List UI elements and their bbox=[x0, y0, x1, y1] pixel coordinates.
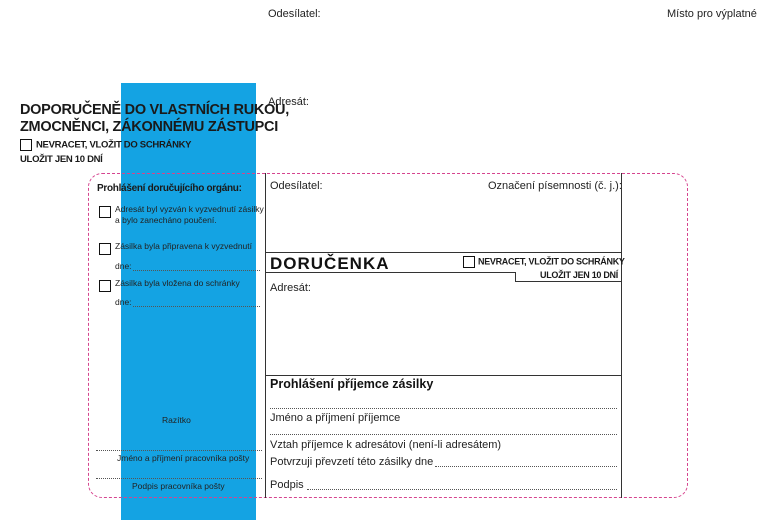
addressee-label-top: Adresát: bbox=[268, 96, 309, 108]
item3-text: Zásilka byla vložena do schránky bbox=[115, 278, 240, 288]
envelope-no-return bbox=[20, 139, 191, 151]
worker-name-line[interactable] bbox=[96, 450, 262, 451]
receipt-no-return-label: NEVRACET, VLOŽIT DO SCHRÁNKY bbox=[478, 256, 625, 267]
recipient-name-label: Jméno a příjmení příjemce bbox=[270, 412, 401, 424]
receipt-no-return-checkbox[interactable] bbox=[463, 256, 475, 268]
item1-text bbox=[115, 204, 264, 226]
recipient-top-line[interactable] bbox=[270, 408, 617, 409]
document-ref-label: Označení písemnosti (č. j.): bbox=[488, 180, 622, 192]
confirm-date-line[interactable] bbox=[435, 466, 617, 467]
relation-label: Vztah příjemce k adresátovi (není-li adresátem) bbox=[270, 439, 502, 451]
signature-line[interactable] bbox=[307, 489, 617, 490]
item1-line1: Adresát byl vyzván k vyzvednutí zásilky bbox=[115, 204, 264, 214]
worker-signature-line[interactable] bbox=[96, 478, 262, 479]
title-bottom-rule-2 bbox=[515, 281, 622, 282]
delivery-declaration-title: Prohlášení doručujícího orgánu: bbox=[97, 183, 242, 194]
envelope-heading-line2: ZMOCNĚNCI, ZÁKONNÉMU ZÁSTUPCI bbox=[20, 119, 278, 135]
recipient-declaration-title: Prohlášení příjemce zásilky bbox=[270, 377, 434, 391]
item2-date-label: dne: bbox=[115, 261, 132, 271]
title-top-rule bbox=[265, 252, 622, 253]
item2-checkbox-wrap bbox=[99, 240, 111, 258]
title-bottom-step bbox=[515, 272, 516, 281]
item2-checkbox[interactable] bbox=[99, 243, 111, 255]
item3-checkbox-wrap bbox=[99, 277, 111, 295]
receipt-store-label: ULOŽIT JEN 10 DNÍ bbox=[540, 270, 618, 280]
receipt-sender-label: Odesílatel: bbox=[270, 180, 323, 192]
receipt-no-return bbox=[463, 256, 625, 268]
signature-label: Podpis bbox=[270, 479, 304, 491]
worker-signature-label: Podpis pracovníka pošty bbox=[132, 481, 225, 491]
envelope-heading bbox=[20, 102, 289, 136]
envelope-store-label: ULOŽIT JEN 10 DNÍ bbox=[20, 154, 103, 165]
item2-text: Zásilka byla připravena k vyzvednutí bbox=[115, 241, 253, 251]
panel-right-border bbox=[621, 173, 622, 498]
sender-label-top: Odesílatel: bbox=[268, 8, 321, 20]
worker-name-label: Jméno a příjmení pracovníka pošty bbox=[117, 453, 250, 463]
stamp-label: Razítko bbox=[162, 415, 191, 425]
confirm-label: Potvrzuji převzetí této zásilky dne bbox=[270, 456, 434, 468]
envelope-heading-line1: DOPORUČENĚ DO VLASTNÍCH RUKOU, bbox=[20, 102, 289, 118]
envelope-no-return-label: NEVRACET, VLOŽIT DO SCHRÁNKY bbox=[36, 139, 192, 151]
panel-left-border bbox=[265, 173, 266, 498]
item1-line2: a bylo zanecháno poučení. bbox=[115, 215, 217, 225]
item2-date-line[interactable] bbox=[133, 270, 260, 271]
postage-label: Místo pro výplatné bbox=[667, 8, 757, 20]
no-return-checkbox[interactable] bbox=[20, 139, 32, 151]
item3-date-line[interactable] bbox=[133, 306, 260, 307]
item3-date-label: dne: bbox=[115, 297, 132, 307]
receipt-addressee-label: Adresát: bbox=[270, 282, 311, 294]
item1-checkbox-wrap bbox=[99, 203, 111, 221]
item3-checkbox[interactable] bbox=[99, 280, 111, 292]
item1-checkbox[interactable] bbox=[99, 206, 111, 218]
declaration-top-rule bbox=[265, 375, 622, 376]
recipient-name-line[interactable] bbox=[270, 434, 617, 435]
receipt-title: DORUČENKA bbox=[270, 254, 390, 273]
